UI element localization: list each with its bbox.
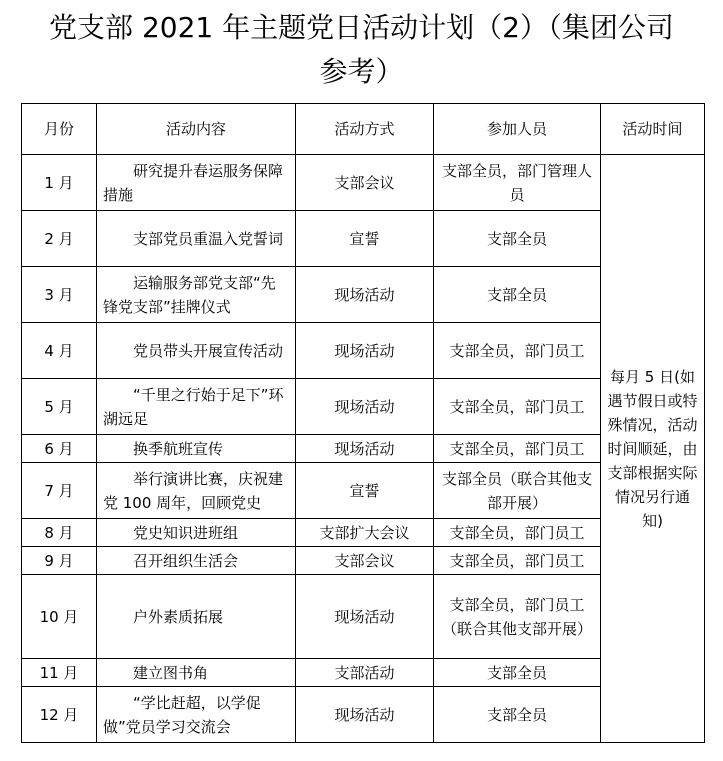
month-cell: 4 月	[22, 323, 97, 379]
month-cell: 10 月	[22, 575, 97, 659]
table-row	[22, 155, 705, 211]
document-title	[0, 6, 723, 94]
participants-cell: 支部全员，部门员工	[434, 435, 601, 463]
method-cell: 支部会议	[296, 547, 434, 575]
header-participants: 参加人员	[434, 104, 601, 155]
method-cell: 现场活动	[296, 267, 434, 323]
month-cell: 1 月	[22, 155, 97, 211]
month-cell: 2 月	[22, 211, 97, 267]
content-cell: 举行演讲比赛，庆祝建党 100 周年，回顾党史	[97, 463, 296, 519]
participants-cell: 支部全员	[434, 267, 601, 323]
month-cell: 6 月	[22, 435, 97, 463]
activity-plan-table	[21, 103, 705, 743]
participants-cell: 支部全员	[434, 687, 601, 743]
month-cell: 3 月	[22, 267, 97, 323]
header-method: 活动方式	[296, 104, 434, 155]
month-cell: 7 月	[22, 463, 97, 519]
participants-cell: 支部全员，部门员工	[434, 379, 601, 435]
month-cell: 11 月	[22, 659, 97, 687]
header-row	[22, 104, 705, 155]
content-cell: “学比赶超，以学促做”党员学习交流会	[97, 687, 296, 743]
content-cell: 换季航班宣传	[97, 435, 296, 463]
title-line-1: 党支部 2021 年主题党日活动计划（2）（集团公司	[49, 11, 674, 44]
content-cell: 建立图书角	[97, 659, 296, 687]
participants-cell: 支部全员，部门员工	[434, 519, 601, 547]
header-time: 活动时间	[601, 104, 705, 155]
content-cell: 运输服务部党支部“先锋党支部”挂牌仪式	[97, 267, 296, 323]
month-cell: 8 月	[22, 519, 97, 547]
method-cell: 现场活动	[296, 687, 434, 743]
content-cell: 研究提升春运服务保障措施	[97, 155, 296, 211]
participants-cell: 支部全员，部门员工	[434, 323, 601, 379]
method-cell: 支部活动	[296, 659, 434, 687]
content-cell: “千里之行始于足下”环湖远足	[97, 379, 296, 435]
participants-cell: 支部全员	[434, 211, 601, 267]
header-month: 月份	[22, 104, 97, 155]
method-cell: 支部会议	[296, 155, 434, 211]
participants-cell: 支部全员（联合其他支部开展）	[434, 463, 601, 519]
participants-cell: 支部全员，部门管理人员	[434, 155, 601, 211]
month-cell: 9 月	[22, 547, 97, 575]
activity-time-cell: 每月 5 日(如遇节假日或特殊情况，活动时间顺延，由支部根据实际情况另行通知)	[601, 155, 705, 743]
content-cell: 召开组织生活会	[97, 547, 296, 575]
content-cell: 支部党员重温入党誓词	[97, 211, 296, 267]
method-cell: 宣誓	[296, 211, 434, 267]
month-cell: 5 月	[22, 379, 97, 435]
participants-cell: 支部全员	[434, 659, 601, 687]
participants-cell: 支部全员，部门员工	[434, 547, 601, 575]
method-cell: 宣誓	[296, 463, 434, 519]
month-cell: 12 月	[22, 687, 97, 743]
content-cell: 党史知识进班组	[97, 519, 296, 547]
method-cell: 现场活动	[296, 379, 434, 435]
content-cell: 党员带头开展宣传活动	[97, 323, 296, 379]
participants-cell: 支部全员，部门员工（联合其他支部开展）	[434, 575, 601, 659]
content-cell: 户外素质拓展	[97, 575, 296, 659]
method-cell: 现场活动	[296, 575, 434, 659]
method-cell: 现场活动	[296, 435, 434, 463]
method-cell: 支部扩大会议	[296, 519, 434, 547]
header-content: 活动内容	[97, 104, 296, 155]
title-line-2: 参考）	[319, 55, 404, 88]
method-cell: 现场活动	[296, 323, 434, 379]
